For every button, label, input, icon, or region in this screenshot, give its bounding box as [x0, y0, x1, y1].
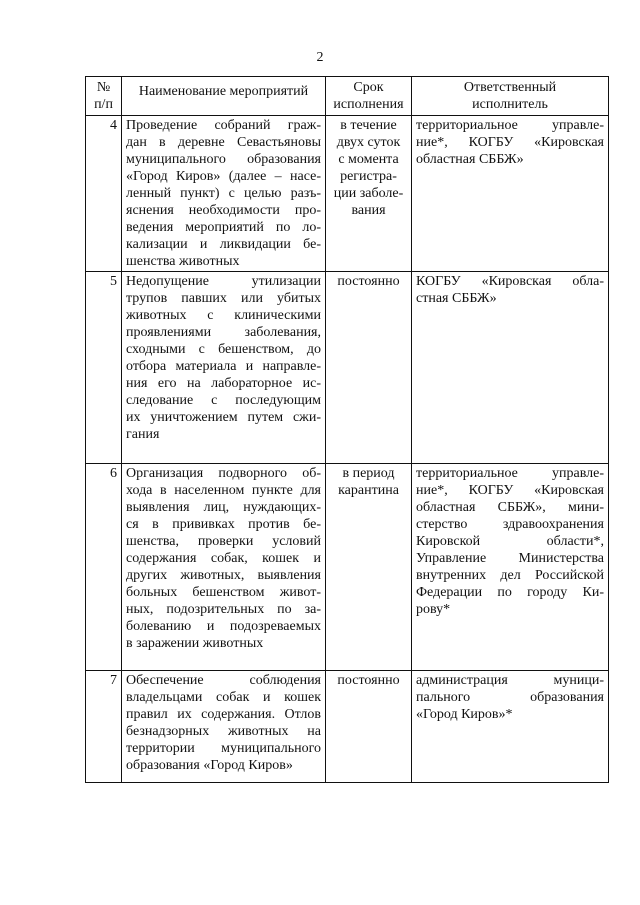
measure-name-line: Организация подворного об- [126, 466, 321, 481]
measure-name-line: муниципального образования [126, 152, 321, 167]
header-text: № [96, 80, 111, 95]
measure-name-line: образования «Город Киров» [126, 758, 293, 773]
measure-name-line: шенства животных [126, 254, 240, 269]
measure-name-line: трупов павших или убитых [126, 291, 321, 306]
row-number: 5 [86, 272, 122, 464]
measure-name-line: в заражении животных [126, 636, 264, 651]
measure-name-line: следование с последующим [126, 393, 321, 408]
measure-name-line: выявления лиц, нуждающих- [126, 500, 321, 515]
measure-term-line: постоянно [337, 274, 400, 289]
table-row [86, 116, 609, 272]
page-number: 2 [316, 50, 324, 65]
header-text: исполнения [333, 97, 404, 112]
measure-name-line: ленный пункт) с целью разъ- [126, 186, 321, 201]
measure-name [122, 272, 326, 464]
measure-responsible [412, 272, 609, 464]
measure-name-line: яснения необходимости про- [126, 203, 321, 218]
measure-responsible-line: Кировской области*, [416, 534, 604, 549]
header-term [326, 77, 412, 116]
measure-name-line: проявлениями заболевания, [126, 325, 321, 340]
measure-responsible-line: пального образования [416, 690, 604, 705]
measure-name-line: содержания собак, кошек и [126, 551, 321, 566]
measure-name-line: животных с клиническими [126, 308, 321, 323]
measure-term [326, 464, 412, 671]
measure-responsible-line: КОГБУ «Кировская обла- [416, 274, 604, 289]
table-row [86, 272, 609, 464]
measure-responsible [412, 464, 609, 671]
header-name [122, 77, 326, 116]
measure-responsible-line: ние*, КОГБУ «Кировская [416, 483, 604, 498]
measure-name [122, 671, 326, 783]
measure-name-line: их уничтожением путем сжи- [126, 410, 321, 425]
measure-name-line: владельцами собак и кошек [126, 690, 321, 705]
measure-name-line: хода в населенном пункте для [126, 483, 321, 498]
measure-name-line: других животных, выявления [126, 568, 321, 583]
measure-responsible-line: стерство здравоохранения [416, 517, 604, 532]
measure-name-line: Недопущение утилизации [126, 274, 321, 289]
measure-name-line: Обеспечение соблюдения [126, 673, 321, 688]
measures-table [85, 76, 609, 783]
measure-name-line: ных, подозрительных по за- [126, 602, 321, 617]
row-number: 6 [86, 464, 122, 671]
measure-responsible-line: Федерации по городу Ки- [416, 585, 604, 600]
header-text: исполнитель [472, 97, 548, 112]
measure-name-line: ния его на лабораторное ис- [126, 376, 321, 391]
measure-term-line: с момента [338, 152, 399, 167]
measure-term-line: двух суток [336, 135, 401, 150]
measure-name-line: сходными с бешенством, до [126, 342, 321, 357]
measure-name-line: болеванию и подозреваемых [126, 619, 321, 634]
measure-name-line: кализации и ликвидации бе- [126, 237, 321, 252]
header-text: Срок [353, 80, 384, 95]
header-text: п/п [94, 97, 113, 112]
row-number: 4 [86, 116, 122, 272]
measure-term [326, 671, 412, 783]
measure-term-line: карантина [338, 483, 399, 498]
measure-name-line: безнадзорных животных на [126, 724, 321, 739]
measure-responsible-line: территориальное управле- [416, 466, 604, 481]
measure-name-line: правил их содержания. Отлов [126, 707, 321, 722]
measure-responsible-line: Управление Министерства [416, 551, 604, 566]
measure-responsible-line: областная СББЖ» [416, 152, 524, 167]
measure-responsible-line: «Город Киров»* [416, 707, 513, 722]
measure-name-line: ведения мероприятий по ло- [126, 220, 321, 235]
measure-responsible-line: внутренних дел Российской [416, 568, 604, 583]
measure-term-line: в период [342, 466, 395, 481]
table-row [86, 671, 609, 783]
header-text: Ответственный [463, 80, 557, 95]
header-row [86, 77, 609, 116]
measure-name-line: гания [126, 427, 160, 442]
measure-name-line: Проведение собраний граж- [126, 118, 321, 133]
measure-responsible [412, 116, 609, 272]
table-body [86, 116, 609, 783]
header-responsible [412, 77, 609, 116]
table-header [86, 77, 609, 116]
measure-term-line: постоянно [337, 673, 400, 688]
measure-term [326, 272, 412, 464]
measure-name-line: больных бешенством живот- [126, 585, 321, 600]
measure-term-line: вания [351, 203, 386, 218]
measure-name-line: территории муниципального [126, 741, 321, 756]
measure-name [122, 116, 326, 272]
measure-term-line: регистра- [340, 169, 397, 184]
measure-name-line: шенства, проверки условий [126, 534, 321, 549]
measure-name-line: ся в прививках против бе- [126, 517, 321, 532]
measure-responsible-line: рову* [416, 602, 451, 617]
header-num [86, 77, 122, 116]
measure-term-line: в течение [340, 118, 397, 133]
measure-term-line: ции заболе- [333, 186, 404, 201]
measure-responsible-line: ние*, КОГБУ «Кировская [416, 135, 604, 150]
measure-responsible [412, 671, 609, 783]
measure-term [326, 116, 412, 272]
table-row [86, 464, 609, 671]
row-number: 7 [86, 671, 122, 783]
measure-name-line: «Город Киров» (далее – насе- [126, 169, 321, 184]
measure-responsible-line: стная СББЖ» [416, 291, 497, 306]
measure-name [122, 464, 326, 671]
measure-responsible-line: областная СББЖ», мини- [416, 500, 604, 515]
measure-name-line: дан в деревне Севастьяновы [126, 135, 321, 150]
measure-responsible-line: администрация муници- [416, 673, 604, 688]
header-text: Наименование мероприятий [138, 84, 309, 99]
measure-responsible-line: территориальное управле- [416, 118, 604, 133]
measure-name-line: отбора материала и направле- [126, 359, 321, 374]
